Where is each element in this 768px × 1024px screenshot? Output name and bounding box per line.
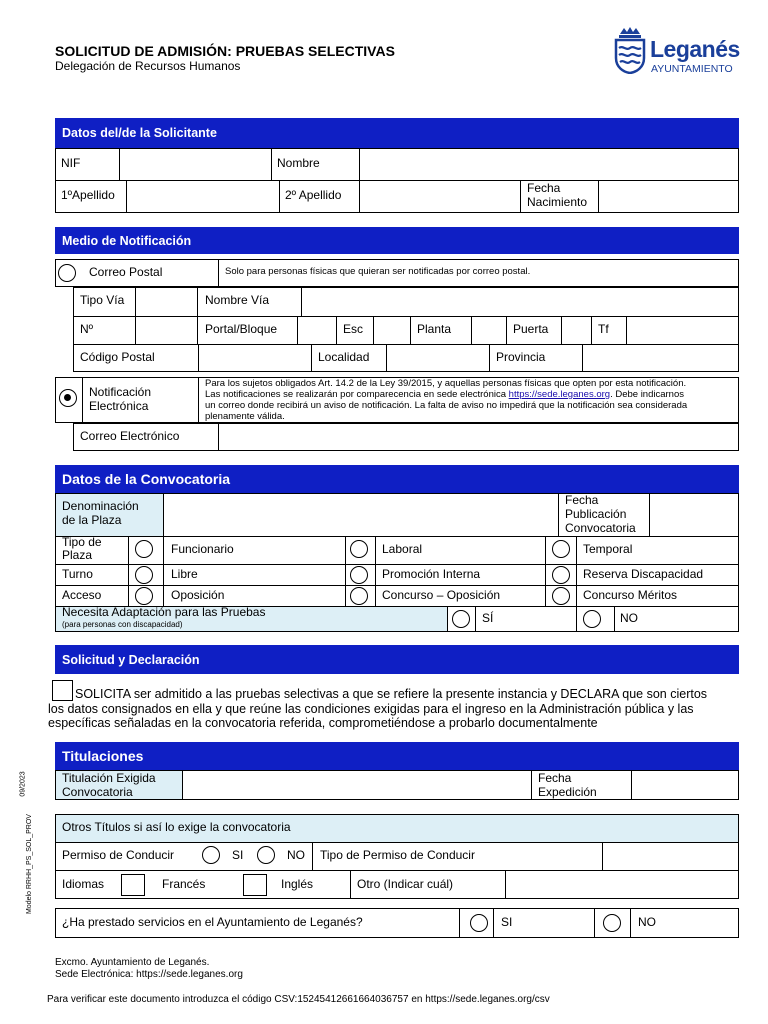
checkbox-ingles[interactable] — [243, 874, 267, 896]
label-promocion-interna: Promoción Interna — [382, 567, 481, 581]
label-permiso-no: NO — [287, 848, 305, 862]
label-concurso-meritos: Concurso Méritos — [583, 588, 678, 602]
shield-icon — [614, 26, 646, 74]
label-tf: Tf — [598, 322, 609, 336]
label-oposicion: Oposición — [171, 588, 225, 602]
input-codigo-postal[interactable] — [199, 345, 310, 371]
label-nif: NIF — [61, 156, 81, 170]
radio-laboral[interactable] — [350, 540, 368, 558]
label-funcionario: Funcionario — [171, 542, 234, 556]
label-localidad: Localidad — [318, 350, 370, 364]
radio-adaptacion-si[interactable] — [452, 610, 470, 628]
logo-subtext: AYUNTAMIENTO — [651, 63, 733, 75]
page-title: SOLICITUD DE ADMISIÓN: PRUEBAS SELECTIVAS — [55, 43, 395, 59]
radio-permiso-si[interactable] — [202, 846, 220, 864]
radio-oposicion[interactable] — [135, 587, 153, 605]
label-denominacion: Denominación de la Plaza — [62, 499, 139, 527]
label-tipo-via: Tipo Vía — [80, 293, 125, 307]
page-subtitle: Delegación de Recursos Humanos — [55, 59, 241, 73]
label-frances: Francés — [162, 877, 206, 891]
footer-csv: Para verificar este documento introduzca el código CSV:15245412661664036757 en https://sede.leganes.org/csv — [47, 994, 550, 1005]
label-turno: Turno — [62, 567, 93, 581]
label-planta: Planta — [417, 322, 452, 336]
label-permiso-si: SI — [232, 848, 244, 862]
label-correo-postal: Correo Postal — [89, 265, 163, 279]
label-servicios-no: NO — [638, 915, 656, 929]
declaracion-text: SOLICITA ser admitido a las pruebas selectivas a que se refiere la presente instancia y DECLARA que son ciertos los datos consignados en ella y que reúne las condiciones exigidas para el ingreso en la Administración pública y las específicas señaladas en la convocatoria referida, comprometiéndose a probarlo documentalmente — [48, 687, 708, 730]
radio-adaptacion-no[interactable] — [583, 610, 601, 628]
label-temporal: Temporal — [583, 542, 633, 556]
input-numero[interactable] — [136, 317, 196, 343]
input-esc[interactable] — [374, 317, 409, 343]
label-portal: Portal/Bloque — [205, 322, 278, 336]
radio-libre[interactable] — [135, 566, 153, 584]
input-fecha-nacimiento[interactable] — [599, 181, 738, 212]
section-declaracion: Solicitud y Declaración — [55, 645, 739, 674]
radio-permiso-no[interactable] — [257, 846, 275, 864]
label-notificacion-electronica: Notificación Electrónica — [89, 385, 152, 413]
input-nif[interactable] — [120, 149, 270, 179]
label-idiomas: Idiomas — [62, 877, 105, 891]
input-titulacion-exigida[interactable] — [183, 771, 530, 799]
input-correo-electronico[interactable] — [219, 424, 738, 450]
note-notificacion-electronica: Para los sujetos obligados Art. 14.2 de la Ley 39/2015, y aquellas personas físicas que opten por esta notificación. Las notificaciones se realizarán por comparecencia en sede electrónica https://sede.leganes.org. Debe indicarnos un correo donde recibirá un aviso de notificación. La falta de aviso no impedirá que la notificación sea considerada plenamente válida. — [205, 378, 688, 422]
footer-sede: Sede Electrónica: https://sede.leganes.org — [55, 969, 243, 980]
label-nombre-via: Nombre Vía — [205, 293, 270, 307]
input-fecha-publicacion[interactable] — [650, 494, 738, 535]
radio-servicios-si[interactable] — [470, 914, 488, 932]
label-adaptacion-si: SÍ — [482, 611, 494, 625]
logo-text: Leganés — [650, 36, 740, 62]
checkbox-frances[interactable] — [121, 874, 145, 896]
label-tipo-permiso: Tipo de Permiso de Conducir — [320, 848, 475, 862]
radio-servicios-no[interactable] — [603, 914, 621, 932]
input-fecha-expedicion[interactable] — [632, 771, 738, 799]
label-tipo-plaza: Tipo de Plaza — [62, 535, 102, 562]
label-apellido2: 2º Apellido — [285, 188, 342, 202]
radio-funcionario[interactable] — [135, 540, 153, 558]
label-concurso-oposicion: Concurso – Oposición — [382, 588, 501, 602]
note-correo-postal: Solo para personas físicas que quieran ser notificadas por correo postal. — [225, 266, 531, 277]
input-planta[interactable] — [472, 317, 505, 343]
input-otro-idioma[interactable] — [506, 871, 738, 898]
radio-reserva-discapacidad[interactable] — [552, 566, 570, 584]
label-otros-titulos: Otros Títulos si así lo exige la convocatoria — [62, 820, 291, 834]
radio-correo-postal[interactable] — [58, 264, 76, 282]
label-servicios: ¿Ha prestado servicios en el Ayuntamiento de Leganés? — [62, 915, 363, 929]
footer-org: Excmo. Ayuntamiento de Leganés. — [55, 957, 210, 968]
label-puerta: Puerta — [513, 322, 549, 336]
input-tf[interactable] — [627, 317, 738, 343]
label-codigo-postal: Código Postal — [80, 350, 155, 364]
label-correo-electronico: Correo Electrónico — [80, 429, 180, 443]
input-puerta[interactable] — [562, 317, 590, 343]
label-otro-idioma: Otro (Indicar cuál) — [357, 877, 454, 891]
input-localidad[interactable] — [387, 345, 488, 371]
input-nombre[interactable] — [360, 149, 738, 179]
label-laboral: Laboral — [382, 542, 423, 556]
label-adaptacion: Necesita Adaptación para las Pruebas (para personas con discapacidad) — [62, 605, 266, 629]
label-acceso: Acceso — [62, 588, 102, 602]
label-esc: Esc — [343, 322, 364, 336]
radio-promocion-interna[interactable] — [350, 566, 368, 584]
input-apellido1[interactable] — [127, 181, 278, 212]
label-libre: Libre — [171, 567, 198, 581]
label-apellido1: 1ºApellido — [61, 188, 115, 202]
label-ingles: Inglés — [281, 877, 314, 891]
label-nombre: Nombre — [277, 156, 320, 170]
input-portal[interactable] — [298, 317, 335, 343]
label-provincia: Provincia — [496, 350, 546, 364]
input-provincia[interactable] — [583, 345, 738, 371]
input-tipo-via[interactable] — [136, 288, 196, 315]
label-adaptacion-no: NO — [620, 611, 638, 625]
leganes-logo — [614, 26, 744, 76]
side-date: 09/2023 — [19, 771, 27, 797]
label-fecha-expedicion: Fecha Expedición — [538, 771, 597, 799]
label-numero: Nº — [80, 322, 94, 336]
radio-concurso-meritos[interactable] — [552, 587, 570, 605]
input-denominacion[interactable] — [164, 494, 557, 535]
section-notificacion: Medio de Notificación — [55, 227, 739, 254]
radio-notificacion-electronica[interactable] — [59, 389, 77, 407]
label-titulacion-exigida: Titulación Exigida Convocatoria — [62, 771, 156, 799]
input-apellido2[interactable] — [360, 181, 519, 212]
input-nombre-via[interactable] — [302, 288, 738, 315]
section-convocatoria: Datos de la Convocatoria — [55, 465, 739, 493]
label-permiso-conducir: Permiso de Conducir — [62, 848, 175, 862]
input-tipo-permiso[interactable] — [603, 843, 738, 869]
label-fecha-publicacion: Fecha Publicación Convocatoria — [565, 493, 636, 535]
section-titulaciones: Titulaciones — [55, 742, 739, 770]
label-servicios-si: SI — [501, 915, 513, 929]
radio-temporal[interactable] — [552, 540, 570, 558]
radio-concurso-oposicion[interactable] — [350, 587, 368, 605]
side-model: Modelo RRHH_PS_SOL_PROV — [25, 814, 33, 915]
sede-link[interactable]: https://sede.leganes.org — [508, 389, 611, 400]
section-solicitante: Datos del/de la Solicitante — [55, 118, 739, 148]
label-fecha-nacimiento: Fecha Nacimiento — [527, 181, 588, 209]
label-reserva-discapacidad: Reserva Discapacidad — [583, 567, 704, 581]
